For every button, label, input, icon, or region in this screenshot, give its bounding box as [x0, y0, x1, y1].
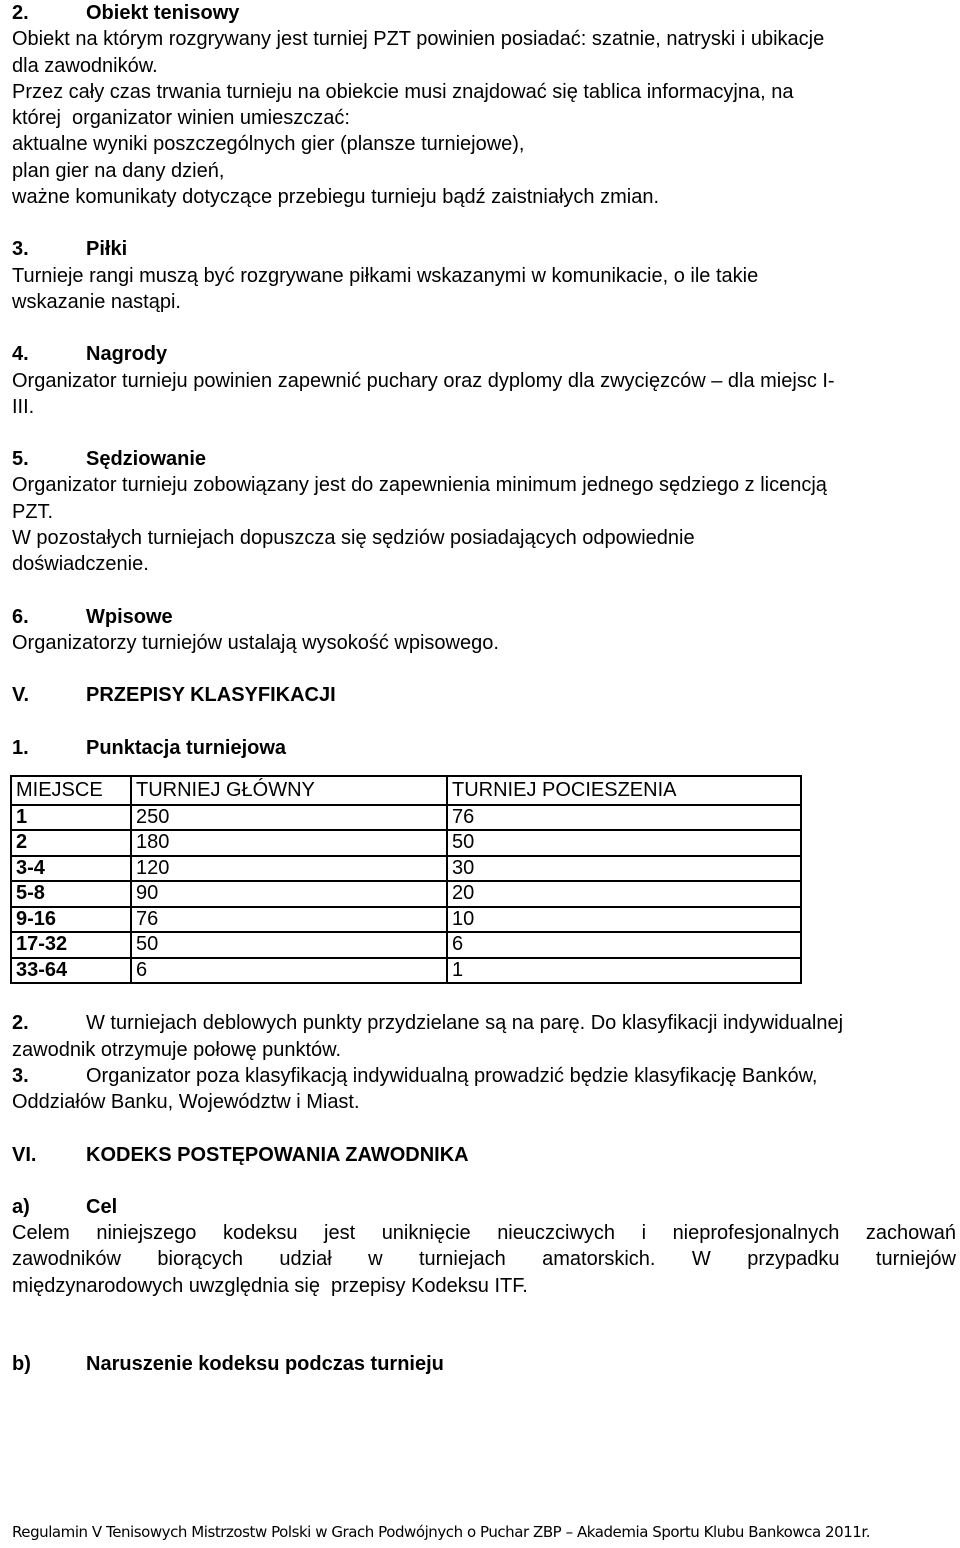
- word: nieprofesjonalnych: [672, 1222, 840, 1245]
- table-cell: 250: [131, 805, 447, 831]
- paragraph-line: międzynarodowych uwzględnia się przepisy Kodeksu ITF.: [12, 1274, 528, 1297]
- paragraph-line: Organizatorzy turniejów ustalają wysokość wpisowego.: [12, 631, 499, 654]
- paragraph-line: Organizator turnieju powinien zapewnić puchary oraz dyplomy dla zwycięzców – dla miejsc I-: [12, 369, 835, 392]
- table-cell: 76: [131, 907, 447, 933]
- chapter-vi-heading: [12, 1142, 956, 1168]
- section-5-heading: [12, 446, 956, 472]
- table-cell: 9-16: [11, 907, 131, 933]
- word: amatorskich.: [542, 1248, 656, 1271]
- document-page: [12, 0, 956, 1377]
- table-cell: 10: [447, 907, 801, 933]
- section-number: a): [12, 1195, 30, 1218]
- section-6-heading: [12, 604, 956, 630]
- table-cell: 90: [131, 881, 447, 907]
- paragraph-line: PZT.: [12, 500, 54, 523]
- word: kodeksu: [222, 1222, 298, 1245]
- paragraph-line: zawodnik otrzymuje połowę punktów.: [12, 1038, 342, 1061]
- page-footer: Regulamin V Tenisowych Mistrzostw Polski w Grach Podwójnych o Puchar ZBP – Akademia Sportu Klubu Bankowca 2011r.: [12, 1523, 871, 1541]
- table-row: [11, 907, 801, 933]
- point-text: Organizator poza klasyfikacją indywidualną prowadzić będzie klasyfikację Banków,: [86, 1064, 818, 1087]
- table-cell: 3-4: [11, 856, 131, 882]
- section-title: Naruszenie kodeksu podczas turnieju: [86, 1353, 444, 1375]
- word: zawodników: [12, 1248, 121, 1271]
- section-number: 3.: [12, 238, 29, 261]
- table-header-row: [11, 776, 801, 805]
- section-b-heading: [12, 1351, 956, 1377]
- table-cell: 6: [131, 958, 447, 984]
- justified-line: [12, 1246, 956, 1272]
- word: zachowań: [865, 1222, 956, 1245]
- paragraph-line: Oddziałów Banku, Województw i Miast.: [12, 1091, 360, 1114]
- paragraph-line: W pozostałych turniejach dopuszcza się sędziów posiadających odpowiednie: [12, 527, 695, 550]
- paragraph-line: Organizator turnieju zobowiązany jest do zapewnienia minimum jednego sędziego z licencją: [12, 474, 827, 497]
- word: turniejów: [875, 1248, 956, 1271]
- table-row: [11, 881, 801, 907]
- point-text: W turniejach deblowych punkty przydzielane są na parę. Do klasyfikacji indywidualnej: [86, 1012, 844, 1035]
- table-cell: 1: [447, 958, 801, 984]
- paragraph-line: Obiekt na którym rozgrywany jest turniej PZT powinien posiadać: szatnie, natryski i ubikacje: [12, 28, 825, 51]
- word: uniknięcie: [381, 1222, 471, 1245]
- table-row: [11, 805, 801, 831]
- paragraph-line: aktualne wyniki poszczególnych gier (plansze turniejowe),: [12, 133, 525, 156]
- word: Celem: [12, 1222, 70, 1245]
- table-row: [11, 958, 801, 984]
- paragraph-line: wskazanie nastąpi.: [12, 290, 181, 313]
- punkt-2: [12, 1010, 956, 1036]
- table-header-cell: TURNIEJ POCIESZENIA: [447, 776, 801, 805]
- table-cell: 33-64: [11, 958, 131, 984]
- section-2-heading: [12, 0, 956, 26]
- table-cell: 5-8: [11, 881, 131, 907]
- chapter-number: VI.: [12, 1143, 37, 1166]
- table-cell: 30: [447, 856, 801, 882]
- table-cell: 2: [11, 830, 131, 856]
- section-a-heading: [12, 1194, 956, 1220]
- table-cell: 20: [447, 881, 801, 907]
- table-row: [11, 830, 801, 856]
- table-row: [11, 856, 801, 882]
- point-number: 3.: [12, 1064, 29, 1087]
- paragraph-line: Przez cały czas trwania turnieju na obiekcie musi znajdować się tablica informacyjna, na: [12, 80, 794, 103]
- points-table: [10, 775, 802, 985]
- chapter-number: V.: [12, 684, 30, 707]
- table-cell: 1: [11, 805, 131, 831]
- paragraph-line: plan gier na dany dzień,: [12, 159, 225, 182]
- chapter-v-heading: [12, 682, 956, 708]
- word: W: [691, 1248, 711, 1271]
- section-4-heading: [12, 341, 956, 367]
- paragraph-line: III.: [12, 395, 35, 418]
- table-row: [11, 932, 801, 958]
- section-title: Sędziowanie: [86, 448, 207, 471]
- section-title: Nagrody: [86, 343, 168, 366]
- table-cell: 50: [447, 830, 801, 856]
- paragraph-line: Turnieje rangi muszą być rozgrywane piłkami wskazanymi w komunikacie, o ile takie: [12, 264, 759, 287]
- justified-line: [12, 1220, 956, 1246]
- table-cell: 17-32: [11, 932, 131, 958]
- table-cell: 180: [131, 830, 447, 856]
- section-number: 4.: [12, 343, 29, 366]
- table-cell: 120: [131, 856, 447, 882]
- chapter-title: KODEKS POSTĘPOWANIA ZAWODNIKA: [86, 1143, 469, 1166]
- table-header-cell: TURNIEJ GŁÓWNY: [131, 776, 447, 805]
- word: i: [641, 1222, 647, 1245]
- section-number: 2.: [12, 2, 29, 24]
- table-cell: 76: [447, 805, 801, 831]
- paragraph-line: dla zawodników.: [12, 54, 158, 77]
- chapter-title: PRZEPISY KLASYFIKACJI: [86, 684, 336, 707]
- table-cell: 6: [447, 932, 801, 958]
- section-number: 6.: [12, 605, 29, 628]
- punkt-3: [12, 1063, 956, 1089]
- word: jest: [324, 1222, 356, 1245]
- point-title: Punktacja turniejowa: [86, 736, 287, 759]
- section-title: Obiekt tenisowy: [86, 2, 240, 24]
- section-title: Cel: [86, 1195, 118, 1218]
- punkt-1-heading: [12, 735, 956, 761]
- word: biorących: [157, 1248, 243, 1271]
- table-header-cell: MIEJSCE: [11, 776, 131, 805]
- section-3-heading: [12, 236, 956, 262]
- paragraph-line: ważne komunikaty dotyczące przebiegu turnieju bądź zaistniałych zmian.: [12, 186, 660, 209]
- paragraph-line: której organizator winien umieszczać:: [12, 107, 350, 130]
- word: udział: [279, 1248, 332, 1271]
- word: niniejszego: [96, 1222, 197, 1245]
- point-number: 1.: [12, 736, 29, 759]
- word: przypadku: [747, 1248, 840, 1271]
- section-number: b): [12, 1353, 31, 1375]
- word: nieuczciwych: [497, 1222, 616, 1245]
- section-title: Piłki: [86, 238, 128, 261]
- word: w: [368, 1248, 383, 1271]
- point-number: 2.: [12, 1012, 29, 1035]
- word: turniejach: [418, 1248, 506, 1271]
- table-cell: 50: [131, 932, 447, 958]
- paragraph-line: doświadczenie.: [12, 553, 149, 576]
- section-number: 5.: [12, 448, 29, 471]
- section-title: Wpisowe: [86, 605, 173, 628]
